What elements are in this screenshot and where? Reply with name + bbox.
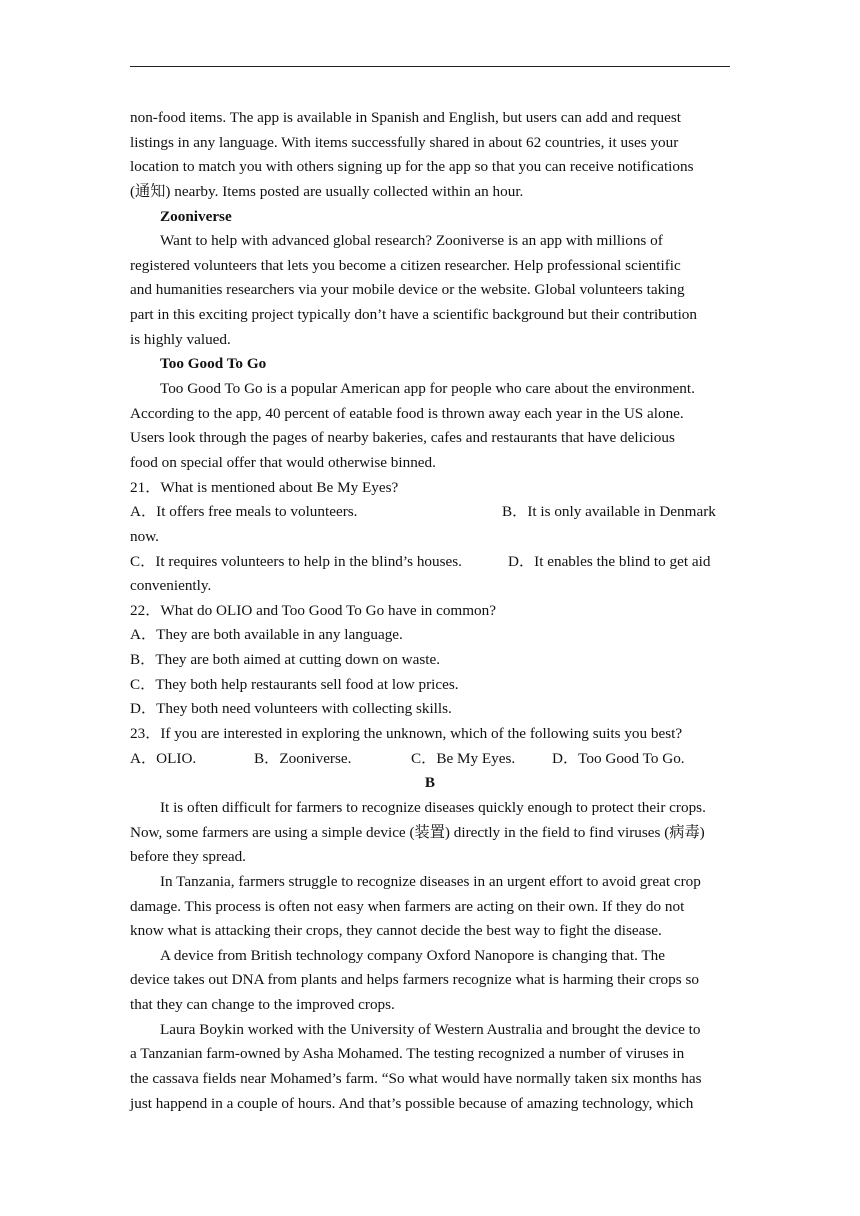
paragraph-line: and humanities researchers via your mobile device or the website. Global volunteers taking [130, 281, 685, 299]
paragraph-line: (通知) nearby. Items posted are usually collected within an hour. [130, 182, 524, 200]
question-23-option-c: C．Be My Eyes. [411, 749, 516, 767]
paragraph-line: a Tanzanian farm-owned by Asha Mohamed. The testing recognized a number of viruses in [130, 1045, 685, 1063]
section-heading-too-good-to-go: Too Good To Go [160, 355, 267, 373]
document-page [130, 106, 730, 1116]
question-23-option-d: D．Too Good To Go. [552, 749, 685, 767]
question-21-options-row-2 [130, 550, 730, 575]
section-b-title: B [424, 774, 436, 792]
question-21-option-a: A．It offers free meals to volunteers. [130, 503, 358, 521]
paragraph-line: A device from British technology company Oxford Nanopore is changing that. The [160, 946, 666, 964]
question-21-option-d: D．It enables the blind to get aid [508, 552, 711, 570]
paragraph-line: device takes out DNA from plants and helps farmers recognize what is harming their crops so [130, 971, 699, 989]
paragraph-line: Too Good To Go is a popular American app for people who care about the environment. [160, 380, 695, 398]
question-22-option-a: A．They are both available in any language. [130, 626, 403, 644]
question-21-option-d-continued: conveniently. [130, 577, 212, 595]
question-21-option-b: B．It is only available in Denmark [502, 503, 716, 521]
question-23-stem: 23．If you are interested in exploring the unknown, which of the following suits you best? [130, 725, 683, 743]
paragraph-line: non-food items. The app is available in Spanish and English, but users can add and request [130, 109, 681, 126]
question-21-option-b-continued: now. [130, 527, 159, 545]
question-22-option-d: D．They both need volunteers with collecting skills. [130, 700, 452, 718]
question-23-options-row [130, 747, 730, 772]
paragraph-line: It is often difficult for farmers to recognize diseases quickly enough to protect their crops. [160, 798, 706, 816]
paragraph-line: Want to help with advanced global research? Zooniverse is an app with millions of [160, 232, 663, 250]
paragraph-line: before they spread. [130, 848, 246, 866]
question-23-option-b: B．Zooniverse. [254, 749, 352, 767]
paragraph-line: the cassava fields near Mohamed’s farm. “So what would have normally taken six months has [130, 1069, 702, 1087]
question-23-option-a: A．OLIO. [130, 749, 197, 767]
paragraph-line: location to match you with others signing up for the app so that you can receive notifications [130, 158, 694, 176]
paragraph-line: part in this exciting project typically don’t have a scientific background but their contribution [130, 306, 697, 324]
question-22-stem: 22．What do OLIO and Too Good To Go have in common? [130, 601, 496, 619]
paragraph-line: Laura Boykin worked with the University of Western Australia and brought the device to [160, 1020, 701, 1038]
paragraph-line: According to the app, 40 percent of eatable food is thrown away each year in the US alone. [130, 404, 684, 422]
paragraph-line: know what is attacking their crops, they cannot decide the best way to fight the disease. [130, 922, 662, 940]
paragraph-line: registered volunteers that lets you become a citizen researcher. Help professional scientific [130, 256, 681, 274]
paragraph-line: is highly valued. [130, 330, 231, 348]
paragraph-line: listings in any language. With items successfully shared in about 62 countries, it uses your [130, 133, 679, 151]
paragraph-line: Users look through the pages of nearby bakeries, cafes and restaurants that have delicious [130, 429, 675, 447]
paragraph-line: damage. This process is often not easy when farmers are acting on their own. If they do not [130, 897, 685, 915]
paragraph-line: that they can change to the improved crops. [130, 996, 395, 1014]
paragraph-line: food on special offer that would otherwise binned. [130, 453, 436, 471]
paragraph-line: just happend in a couple of hours. And that’s possible because of amazing technology, which [130, 1094, 694, 1112]
paragraph-line: Now, some farmers are using a simple device (装置) directly in the field to find viruses (病毒) [130, 823, 705, 841]
paragraph-line: In Tanzania, farmers struggle to recognize diseases in an urgent effort to avoid great crop [160, 872, 701, 890]
question-22-option-c: C．They both help restaurants sell food at low prices. [130, 675, 459, 693]
section-heading-zooniverse: Zooniverse [160, 207, 232, 225]
question-21-options-row-1 [130, 500, 730, 525]
question-22-option-b: B．They are both aimed at cutting down on waste. [130, 651, 441, 669]
question-21-option-c: C．It requires volunteers to help in the blind’s houses. [130, 552, 462, 570]
question-21-stem: 21．What is mentioned about Be My Eyes? [130, 478, 399, 496]
header-rule [130, 66, 730, 67]
